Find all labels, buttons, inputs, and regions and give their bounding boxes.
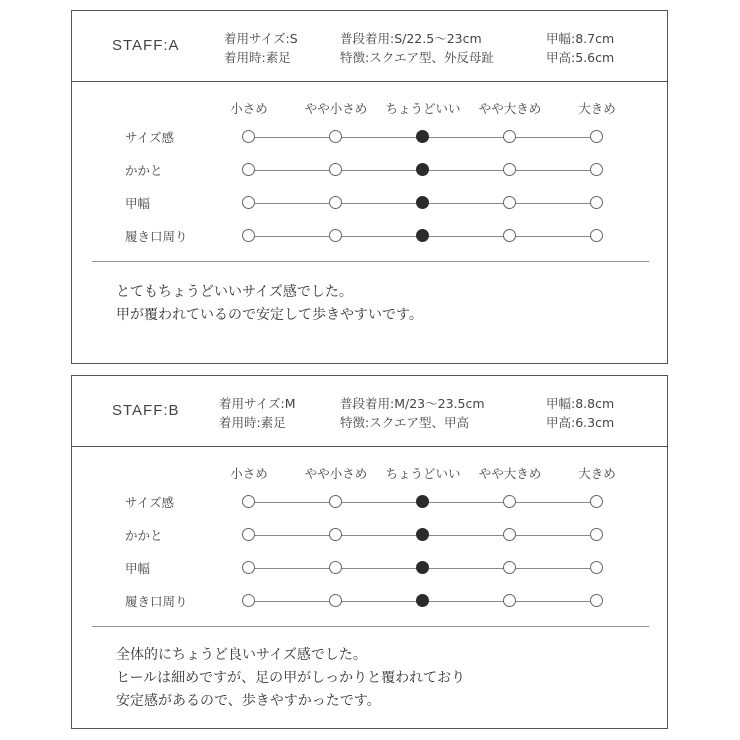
column-label: やや小さめ xyxy=(304,101,368,116)
scale-dot xyxy=(590,130,603,143)
selected-dot xyxy=(416,196,429,209)
staff-b-height: 甲高:6.3cm xyxy=(546,415,615,430)
fit-row xyxy=(72,490,667,514)
column-label: 小さめ xyxy=(230,101,268,116)
staff-b-card xyxy=(71,375,668,729)
divider xyxy=(92,261,649,262)
scale-dot xyxy=(329,163,342,176)
staff-a-width: 甲幅:8.7cm xyxy=(546,31,615,46)
scale-dot xyxy=(590,196,603,209)
fit-row xyxy=(72,556,667,580)
selected-dot xyxy=(416,163,429,176)
selected-dot xyxy=(416,229,429,242)
comment-line: 安定感があるので、歩きやすかったです。 xyxy=(116,693,381,709)
selected-dot xyxy=(416,594,429,607)
column-label: 大きめ xyxy=(578,101,616,116)
staff-b-header xyxy=(72,376,667,447)
staff-b-comment xyxy=(116,644,465,713)
selected-dot xyxy=(416,528,429,541)
fit-row-label: 履き口周り xyxy=(125,594,188,609)
fit-row-label: サイズ感 xyxy=(125,130,175,145)
scale-dot xyxy=(242,594,255,607)
fit-row xyxy=(72,589,667,613)
scale-dot xyxy=(329,196,342,209)
scale-dot xyxy=(590,528,603,541)
fit-row xyxy=(72,224,667,248)
scale-dot xyxy=(242,528,255,541)
staff-b-usual-size: 普段着用:M/23〜23.5cm xyxy=(340,396,485,411)
staff-a-worn-with: 着用時:素足 xyxy=(224,50,291,65)
staff-a-header xyxy=(72,11,667,82)
column-label: やや小さめ xyxy=(304,466,368,481)
scale-dot xyxy=(242,229,255,242)
staff-a-usual-size: 普段着用:S/22.5〜23cm xyxy=(340,31,482,46)
staff-b-features: 特徴:スクエア型、甲高 xyxy=(340,415,469,430)
scale-dot xyxy=(329,229,342,242)
scale-dot xyxy=(329,561,342,574)
column-label: 大きめ xyxy=(578,466,616,481)
staff-b-name: STAFF:B xyxy=(112,402,180,419)
fit-scale-header xyxy=(72,99,667,117)
scale-dot xyxy=(503,196,516,209)
staff-a-name: STAFF:A xyxy=(112,37,180,54)
scale-dot xyxy=(590,561,603,574)
scale-dot xyxy=(590,229,603,242)
scale-dot xyxy=(329,495,342,508)
fit-row xyxy=(72,158,667,182)
scale-dot xyxy=(503,594,516,607)
scale-dot xyxy=(242,495,255,508)
column-label: やや大きめ xyxy=(478,466,542,481)
scale-dot xyxy=(242,163,255,176)
staff-b-width: 甲幅:8.8cm xyxy=(546,396,615,411)
scale-dot xyxy=(503,163,516,176)
scale-dot xyxy=(503,130,516,143)
fit-row-label: かかと xyxy=(125,163,163,178)
staff-a-size-worn: 着用サイズ:S xyxy=(224,31,298,46)
staff-b-size-worn: 着用サイズ:M xyxy=(219,396,296,411)
fit-row xyxy=(72,523,667,547)
staff-b-worn-with: 着用時:素足 xyxy=(219,415,286,430)
fit-scale-header xyxy=(72,464,667,482)
staff-a-features: 特徴:スクエア型、外反母趾 xyxy=(340,50,494,65)
scale-dot xyxy=(503,561,516,574)
scale-dot xyxy=(590,594,603,607)
scale-dot xyxy=(590,495,603,508)
comment-line: ヒールは細めですが、足の甲がしっかりと覆われており xyxy=(116,670,466,686)
selected-dot xyxy=(416,130,429,143)
scale-dot xyxy=(590,163,603,176)
fit-row-label: かかと xyxy=(125,528,163,543)
column-label: やや大きめ xyxy=(478,101,542,116)
staff-a-height: 甲高:5.6cm xyxy=(546,50,615,65)
staff-a-card xyxy=(71,10,668,364)
scale-dot xyxy=(329,130,342,143)
fit-row-label: 甲幅 xyxy=(125,196,151,211)
fit-row-label: サイズ感 xyxy=(125,495,175,510)
comment-line: 全体的にちょうど良いサイズ感でした。 xyxy=(116,647,367,663)
fit-row xyxy=(72,125,667,149)
comment-line: とてもちょうどいいサイズ感でした。 xyxy=(116,284,353,300)
divider xyxy=(92,626,649,627)
fit-row-label: 甲幅 xyxy=(125,561,151,576)
scale-dot xyxy=(329,528,342,541)
scale-dot xyxy=(329,594,342,607)
comment-line: 甲が覆われているので安定して歩きやすいです。 xyxy=(116,307,423,323)
fit-row xyxy=(72,191,667,215)
selected-dot xyxy=(416,561,429,574)
selected-dot xyxy=(416,495,429,508)
fit-row-label: 履き口周り xyxy=(125,229,188,244)
scale-dot xyxy=(503,229,516,242)
scale-dot xyxy=(503,528,516,541)
scale-dot xyxy=(242,130,255,143)
staff-a-comment xyxy=(116,281,423,327)
column-label: 小さめ xyxy=(230,466,268,481)
scale-dot xyxy=(503,495,516,508)
scale-dot xyxy=(242,561,255,574)
column-label: ちょうどいい xyxy=(385,466,461,481)
column-label: ちょうどいい xyxy=(385,101,461,116)
scale-dot xyxy=(242,196,255,209)
